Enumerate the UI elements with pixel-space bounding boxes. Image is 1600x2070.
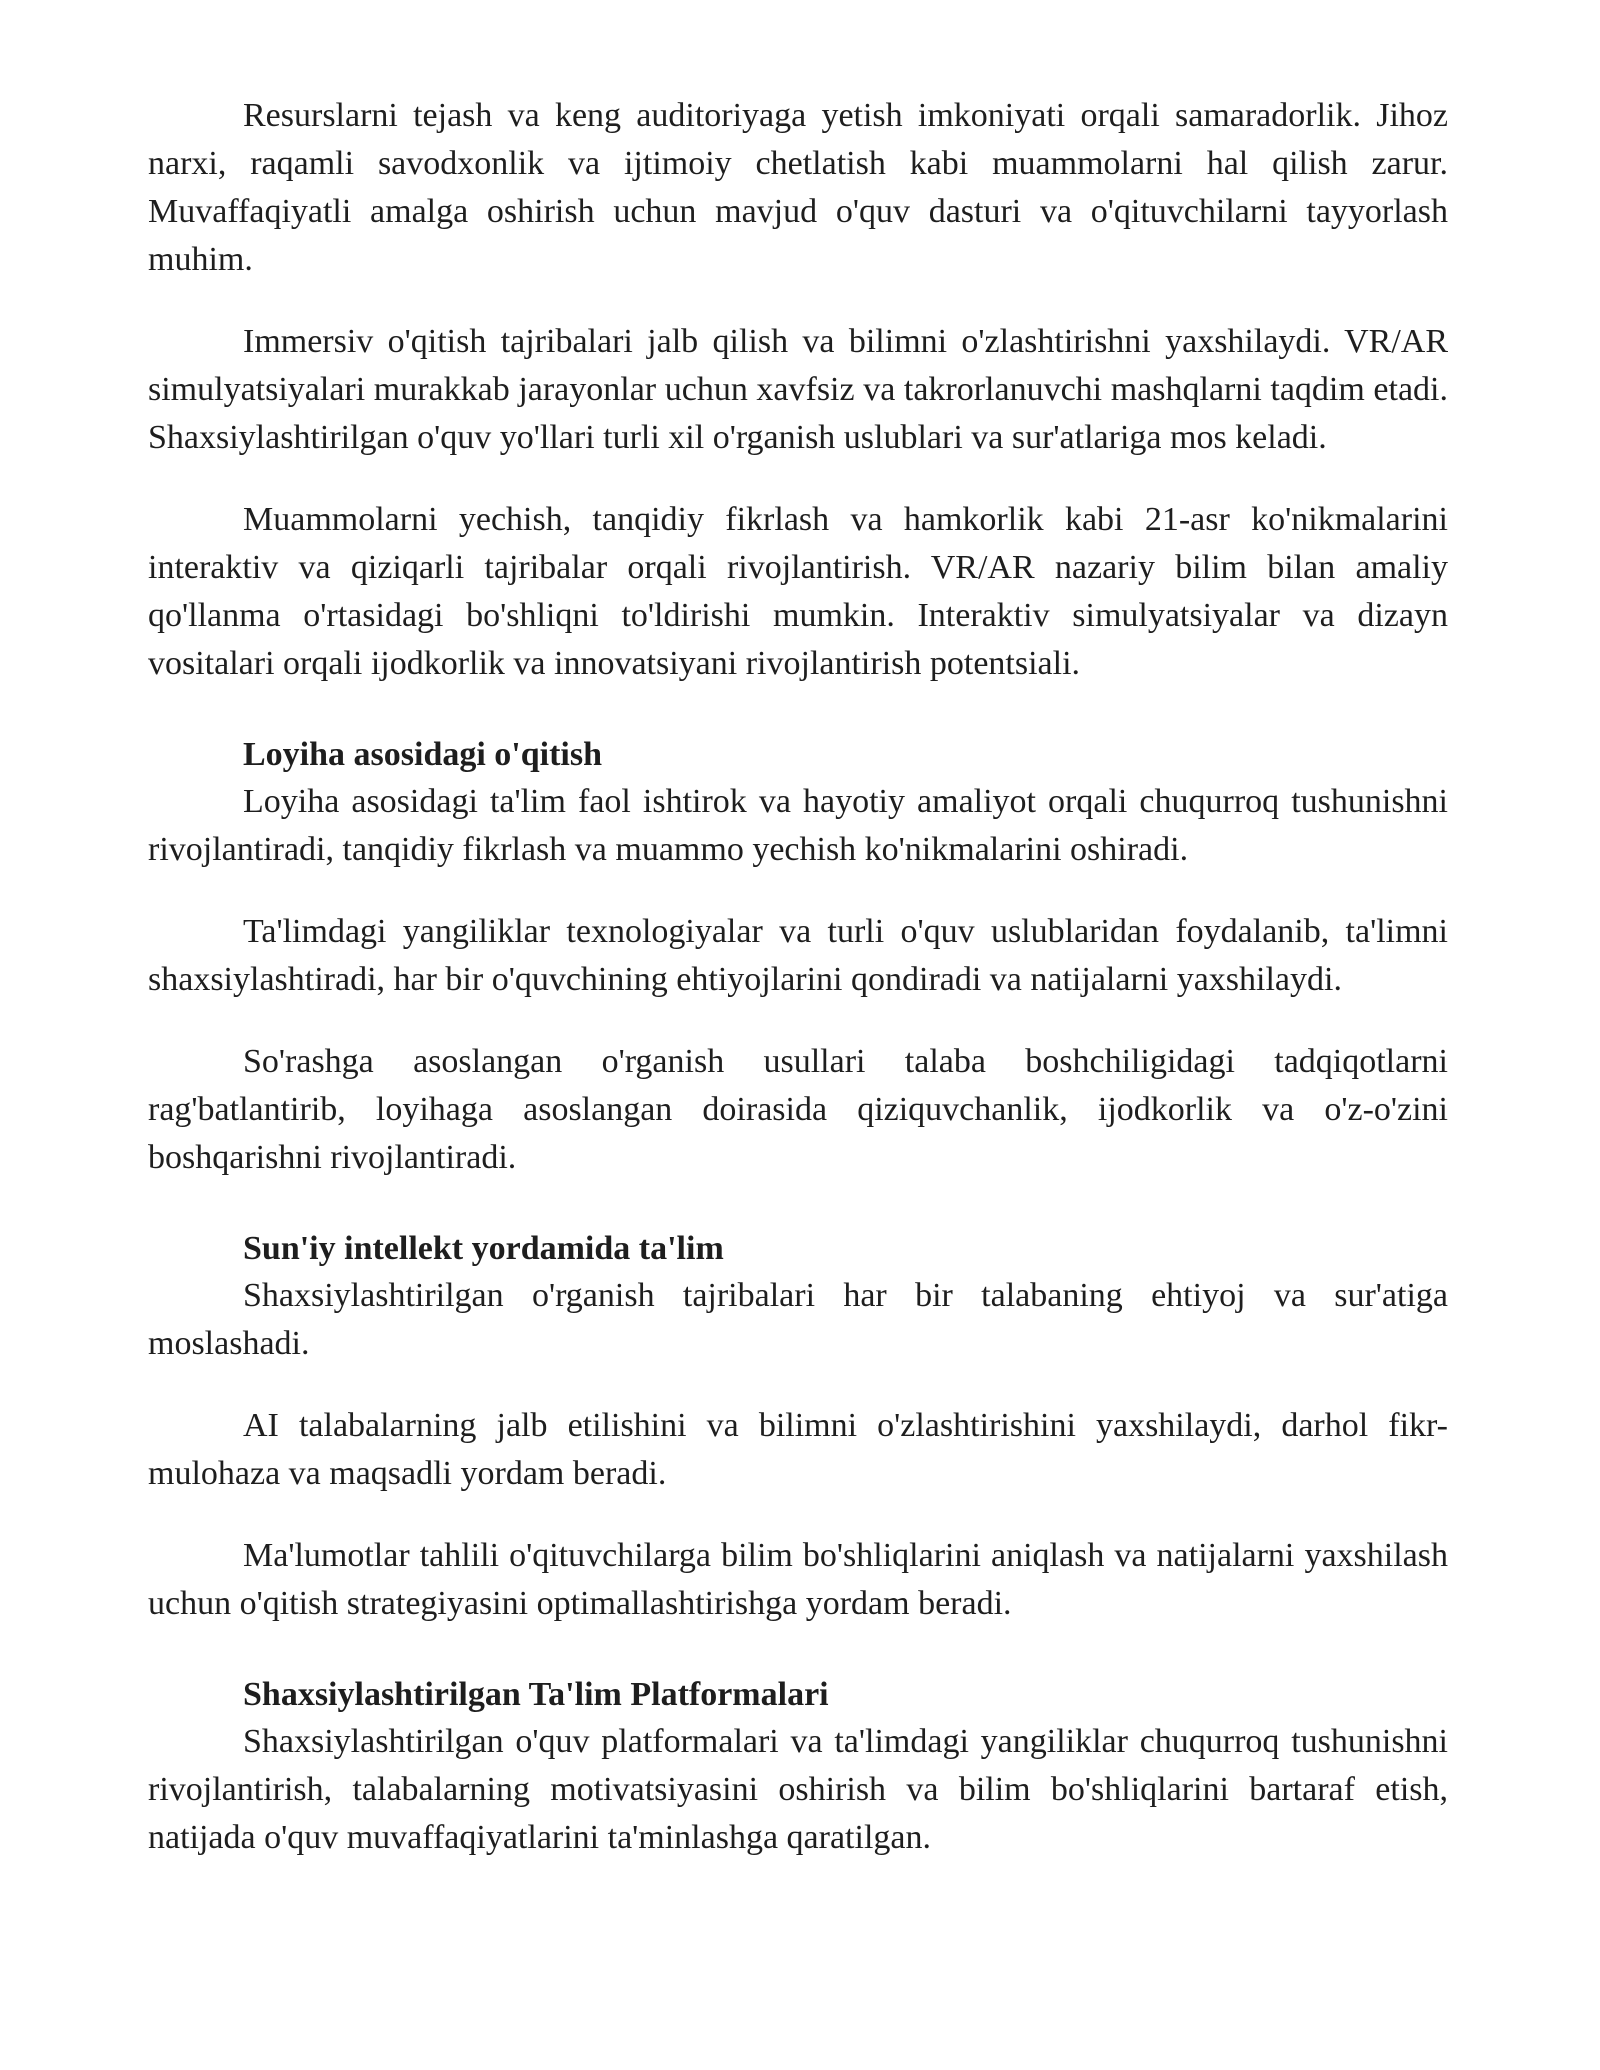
heading-project-based-learning: Loyiha asosidagi o'qitish	[243, 736, 603, 773]
paragraph-data-analysis: Ma'lumotlar tahlili o'qituvchilarga bilim bo'shliqlarini aniqlash va natijalarni yaxshilash uchun o'qitish strategiyasini optimallashtirishga yordam beradi.	[148, 1537, 1448, 1622]
paragraph-personalized-platforms: Shaxsiylashtirilgan o'quv platformalari va ta'limdagi yangiliklar chuqurroq tushunishni rivojlantirish, talabalarning motivatsiyasini oshirish va bilim bo'shliqlarini bartaraf etish, natijada o'quv muvaffaqiyatlarini ta'minlashga qaratilgan.	[148, 1723, 1448, 1856]
heading-personalized-platforms: Shaxsiylashtirilgan Ta'lim Platformalari	[243, 1676, 829, 1713]
heading-ai-education: Sun'iy intellekt yordamida ta'lim	[243, 1230, 724, 1267]
paragraph-21st-century-skills: Muammolarni yechish, tanqidiy fikrlash va hamkorlik kabi 21-asr ko'nikmalarini interaktiv va qiziqarli tajribalar orqali rivojlantirish. VR/AR nazariy bilim bilan amaliy qo'llanma o'rtasidagi bo'shliqni to'ldirishi mumkin. Interaktiv simulyatsiyalar va dizayn vositalari orqali ijodkorlik va innovatsiyani rivojlantirish potentsiali.	[148, 501, 1448, 682]
paragraph-inquiry-based: So'rashga asoslangan o'rganish usullari talaba boshchiligidagi tadqiqotlarni rag'batlantirib, loyihaga asoslangan doirasida qiziquvchanlik, ijodkorlik va o'z-o'zini boshqarishni rivojlantiradi.	[148, 1043, 1448, 1176]
paragraph-personalized-experience: Shaxsiylashtirilgan o'rganish tajribalari har bir talabaning ehtiyoj va sur'atiga moslashadi.	[148, 1277, 1448, 1362]
paragraph-resource-efficiency: Resurslarni tejash va keng auditoriyaga yetish imkoniyati orqali samaradorlik. Jihoz narxi, raqamli savodxonlik va ijtimoiy chetlatish kabi muammolarni hal qilish zarur. Muvaffaqiyatli amalga oshirish uchun mavjud o'quv dasturi va o'qituvchilarni tayyorlash muhim.	[148, 97, 1448, 278]
document-page	[148, 92, 1448, 1862]
paragraph-immersive-learning: Immersiv o'qitish tajribalari jalb qilish va bilimni o'zlashtirishni yaxshilaydi. VR/AR simulyatsiyalari murakkab jarayonlar uchun xavfsiz va takrorlanuvchi mashqlarni taqdim etadi. Shaxsiylashtirilgan o'quv yo'llari turli xil o'rganish uslublari va sur'atlariga mos keladi.	[148, 323, 1448, 456]
paragraph-project-based: Loyiha asosidagi ta'lim faol ishtirok va hayotiy amaliyot orqali chuqurroq tushunishni rivojlantiradi, tanqidiy fikrlash va muammo yechish ko'nikmalarini oshiradi.	[148, 783, 1448, 868]
paragraph-ai-engagement: AI talabalarning jalb etilishini va bilimni o'zlashtirishini yaxshilaydi, darhol fikr-mulohaza va maqsadli yordam beradi.	[148, 1407, 1448, 1492]
paragraph-innovations: Ta'limdagi yangiliklar texnologiyalar va turli o'quv uslublaridan foydalanib, ta'limni shaxsiylashtiradi, har bir o'quvchining ehtiyojlarini qondiradi va natijalarni yaxshilaydi.	[148, 913, 1448, 998]
